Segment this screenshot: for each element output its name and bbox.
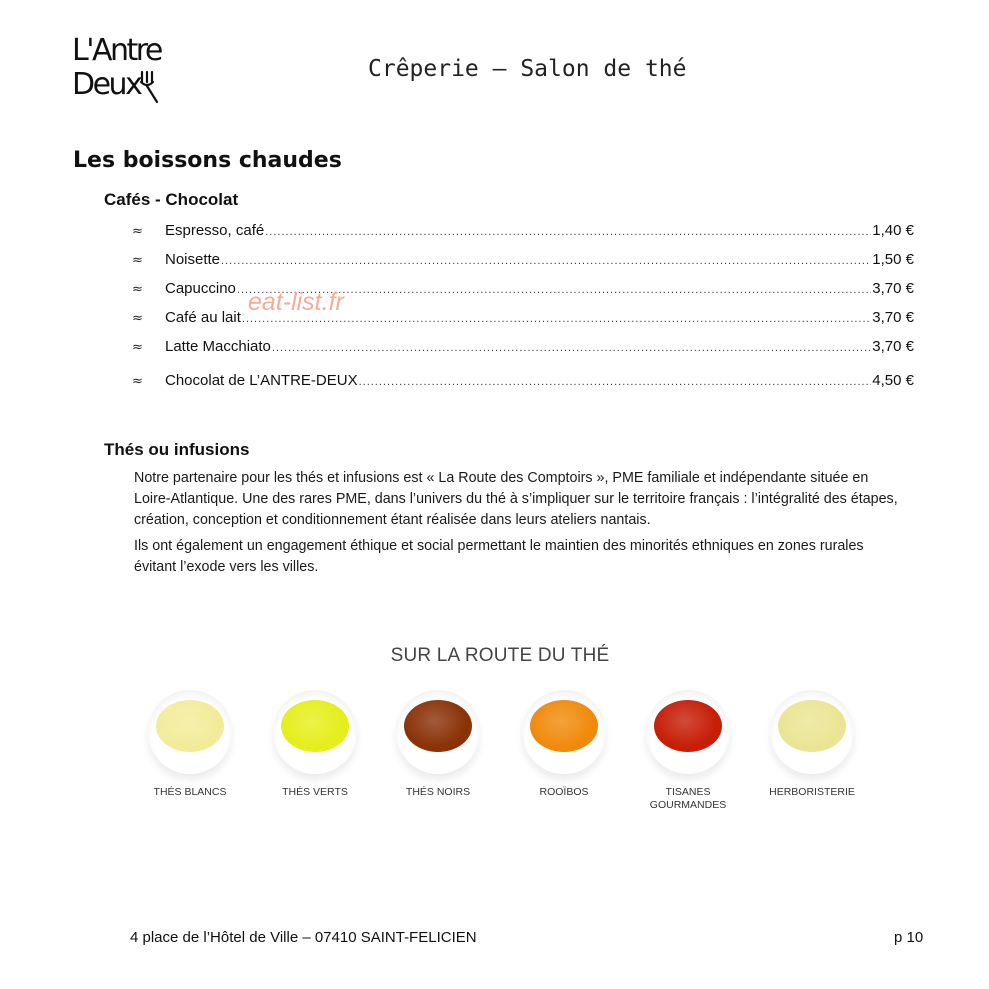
- tea-category: [504, 690, 624, 799]
- menu-item-price: 1,40 €: [872, 222, 914, 239]
- tea-category-label: ROOÏBOS: [539, 786, 589, 798]
- page-subtitle: Crêperie – Salon de thé: [368, 56, 687, 82]
- menu-item-name: Chocolat de L’ANTRE-DEUX: [165, 372, 358, 389]
- menu-item-price: 3,70 €: [872, 338, 914, 355]
- tea-bowl-image: [522, 690, 606, 774]
- tea-category-label: THÉS VERTS: [282, 786, 348, 798]
- tea-bowl-image: [646, 690, 730, 774]
- restaurant-logo: [72, 33, 164, 108]
- tea-banner-title: SUR LA ROUTE DU THÉ: [390, 645, 610, 666]
- tea-liquid: [156, 700, 224, 752]
- tea-liquid: [778, 700, 846, 752]
- tea-category-label: HERBORISTERIE: [769, 786, 855, 798]
- menu-item-name: Latte Macchiato: [165, 338, 271, 355]
- tea-liquid: [530, 700, 598, 752]
- dot-leader: [265, 226, 871, 238]
- tea-category: [255, 690, 375, 799]
- menu-item: [132, 251, 914, 273]
- wave-bullet-icon: ≈: [132, 253, 143, 268]
- page-number: p 10: [894, 929, 924, 946]
- cafes-heading: Cafés - Chocolat: [104, 190, 239, 209]
- menu-item-name: Capuccino: [165, 280, 236, 297]
- tea-liquid: [404, 700, 472, 752]
- thes-description: [134, 468, 904, 583]
- wave-bullet-icon: ≈: [132, 282, 143, 297]
- menu-item-name: Café au lait: [165, 309, 241, 326]
- menu-item-price: 4,50 €: [872, 372, 914, 389]
- watermark: eat-list.fr: [248, 288, 344, 316]
- menu-item: [132, 338, 914, 360]
- wave-bullet-icon: ≈: [132, 374, 143, 389]
- menu-item-price: 3,70 €: [872, 280, 914, 297]
- section-title: Les boissons chaudes: [73, 148, 342, 173]
- logo-line-2: Deux: [72, 67, 141, 102]
- wave-bullet-icon: ≈: [132, 340, 143, 355]
- tea-bowl-image: [770, 690, 854, 774]
- menu-item-price: 3,70 €: [872, 309, 914, 326]
- tea-category: [752, 690, 872, 799]
- dot-leader: [221, 255, 871, 267]
- tea-category: [378, 690, 498, 799]
- dot-leader: [359, 376, 872, 388]
- paragraph: Ils ont également un engagement éthique et social permettant le maintien des minorités ethniques en zones rurales évitant l’exode vers les villes.: [134, 538, 864, 575]
- wave-bullet-icon: ≈: [132, 311, 143, 326]
- wave-bullet-icon: ≈: [132, 224, 143, 239]
- thes-heading: Thés ou infusions: [104, 440, 250, 459]
- menu-item: [132, 222, 914, 244]
- tea-liquid: [654, 700, 722, 752]
- logo-line-1: L'Antre: [72, 33, 161, 68]
- menu-item-name: Espresso, café: [165, 222, 265, 239]
- menu-item-name: Noisette: [165, 251, 221, 268]
- tea-category-label: THÉS NOIRS: [405, 786, 471, 798]
- fork-icon: [138, 70, 160, 104]
- tea-liquid: [281, 700, 349, 752]
- menu-item: [132, 372, 914, 394]
- tea-category: [628, 690, 748, 812]
- tea-bowl-image: [273, 690, 357, 774]
- tea-category-label: TISANES GOURMANDES: [649, 786, 727, 811]
- footer-address: 4 place de l’Hôtel de Ville – 07410 SAINT-FELICIEN: [130, 929, 477, 946]
- tea-category-label: THÉS BLANCS: [153, 786, 227, 798]
- dot-leader: [272, 342, 871, 354]
- paragraph: Notre partenaire pour les thés et infusions est « La Route des Comptoirs », PME familiale et indépendante située en Loire-Atlantique. Une des rares PME, dans l’univers du thé à s’impliquer sur le territoire français : l’intégralité des étapes, création, conception et conditionnement étant réalisée dans leurs ateliers nantais.: [134, 470, 898, 528]
- tea-bowl-image: [396, 690, 480, 774]
- tea-category: [130, 690, 250, 799]
- menu-item-price: 1,50 €: [872, 251, 914, 268]
- tea-bowl-image: [148, 690, 232, 774]
